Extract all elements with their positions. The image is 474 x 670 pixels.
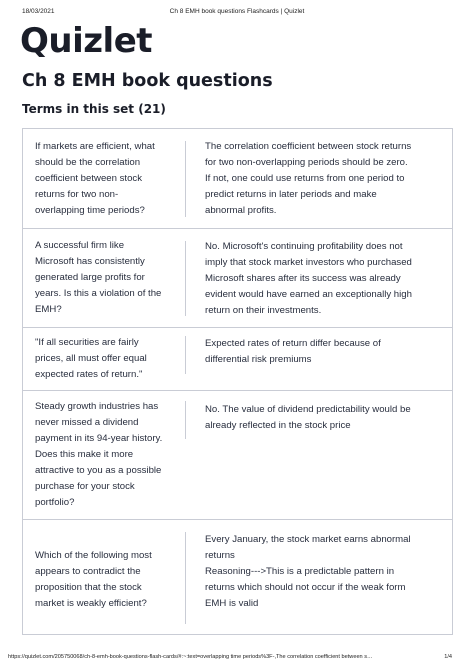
flashcard: [23, 391, 452, 520]
card-divider: [185, 241, 186, 316]
flashcard: [23, 229, 452, 328]
set-title: Ch 8 EMH book questions: [22, 71, 273, 91]
definition-line: If not, one could use returns from one period to: [205, 173, 405, 184]
term-line: generated large profits for: [35, 272, 145, 283]
definition-line: differential risk premiums: [205, 354, 312, 365]
definition-line: imply that stock market investors who purchased: [205, 257, 412, 268]
definition-line: Reasoning--->This is a predictable pattern in: [205, 566, 395, 577]
card-definition: [205, 336, 442, 368]
definition-line: Every January, the stock market earns abnormal: [205, 534, 411, 545]
card-term: [23, 335, 183, 383]
term-line: expected rates of return.": [35, 369, 143, 380]
definition-line: returns: [205, 550, 235, 561]
term-line: Microsoft has consistently: [35, 256, 145, 267]
card-definition: [205, 532, 442, 612]
term-line: purchase for your stock: [35, 481, 135, 492]
definition-line: returns which should not occur if the weak form: [205, 582, 406, 593]
print-footer: [8, 654, 452, 664]
print-document-title: Ch 8 EMH book questions Flashcards | Quizlet: [169, 8, 305, 15]
card-definition: [205, 402, 442, 434]
term-line: coefficient between stock: [35, 172, 143, 184]
term-line: market is weakly efficient?: [35, 598, 147, 609]
flashcard: [23, 328, 452, 391]
definition-line: abnormal profits.: [205, 205, 277, 216]
card-divider: [185, 141, 186, 217]
term-line: EMH?: [35, 304, 62, 315]
page-number: 1/4: [444, 654, 452, 660]
quizlet-logo[interactable]: Quizlet: [20, 21, 153, 61]
term-line: portfolio?: [35, 497, 75, 508]
term-line: payment in its 94-year history.: [35, 433, 163, 444]
card-term: [23, 238, 183, 318]
term-line: should be the correlation: [35, 156, 141, 168]
card-term: [23, 399, 183, 511]
definition-line: Expected rates of return differ because of: [205, 338, 381, 349]
term-line: returns for two non-: [35, 188, 119, 200]
definition-line: No. Microsoft's continuing profitability does not: [205, 241, 403, 252]
term-line: overlapping time periods?: [35, 204, 145, 216]
term-line: appears to contradict the: [35, 566, 141, 577]
term-line: Does this make it more: [35, 449, 134, 460]
term-line: years. Is this a violation of the: [35, 288, 162, 299]
card-term: [23, 544, 183, 612]
card-divider: [185, 401, 186, 439]
definition-line: for two non-overlapping periods should be zero.: [205, 157, 408, 168]
term-line: "If all securities are fairly: [35, 337, 139, 348]
definition-line: Microsoft shares after its success was already: [205, 273, 401, 284]
definition-line: evident would have earned an exceptionally high: [205, 289, 412, 300]
term-line: prices, all must offer equal: [35, 353, 147, 364]
terms-count-heading: Terms in this set (21): [22, 102, 166, 116]
flashcard: [23, 129, 452, 229]
card-definition: [205, 139, 442, 219]
card-divider: [185, 532, 186, 624]
definition-line: No. The value of dividend predictability would be: [205, 404, 411, 415]
term-line: never missed a dividend: [35, 417, 139, 428]
flashcard: [23, 520, 452, 636]
term-line: A successful firm like: [35, 240, 125, 251]
definition-line: already reflected in the stock price: [205, 420, 351, 431]
print-header: [22, 8, 452, 20]
term-line: proposition that the stock: [35, 582, 142, 593]
print-date: 18/03/2021: [22, 8, 55, 15]
term-line: Steady growth industries has: [35, 401, 159, 412]
term-line: Which of the following most: [35, 550, 152, 561]
print-url[interactable]: https://quizlet.com/205750068/ch-8-emh-book-questions-flash-cards/#:~:text=overlapping time periods%3F-,The correlation coefficient between s…: [8, 654, 373, 660]
card-definition: [205, 239, 442, 319]
term-line: If markets are efficient, what: [35, 140, 155, 152]
term-line: attractive to you as a possible: [35, 465, 162, 476]
definition-line: EMH is valid: [205, 598, 259, 609]
definition-line: The correlation coefficient between stock returns: [205, 141, 412, 152]
flashcard-list: [22, 128, 453, 635]
card-divider: [185, 336, 186, 374]
definition-line: return on their investments.: [205, 305, 322, 316]
definition-line: predict returns in later periods and make: [205, 189, 377, 200]
card-term: [23, 139, 183, 219]
